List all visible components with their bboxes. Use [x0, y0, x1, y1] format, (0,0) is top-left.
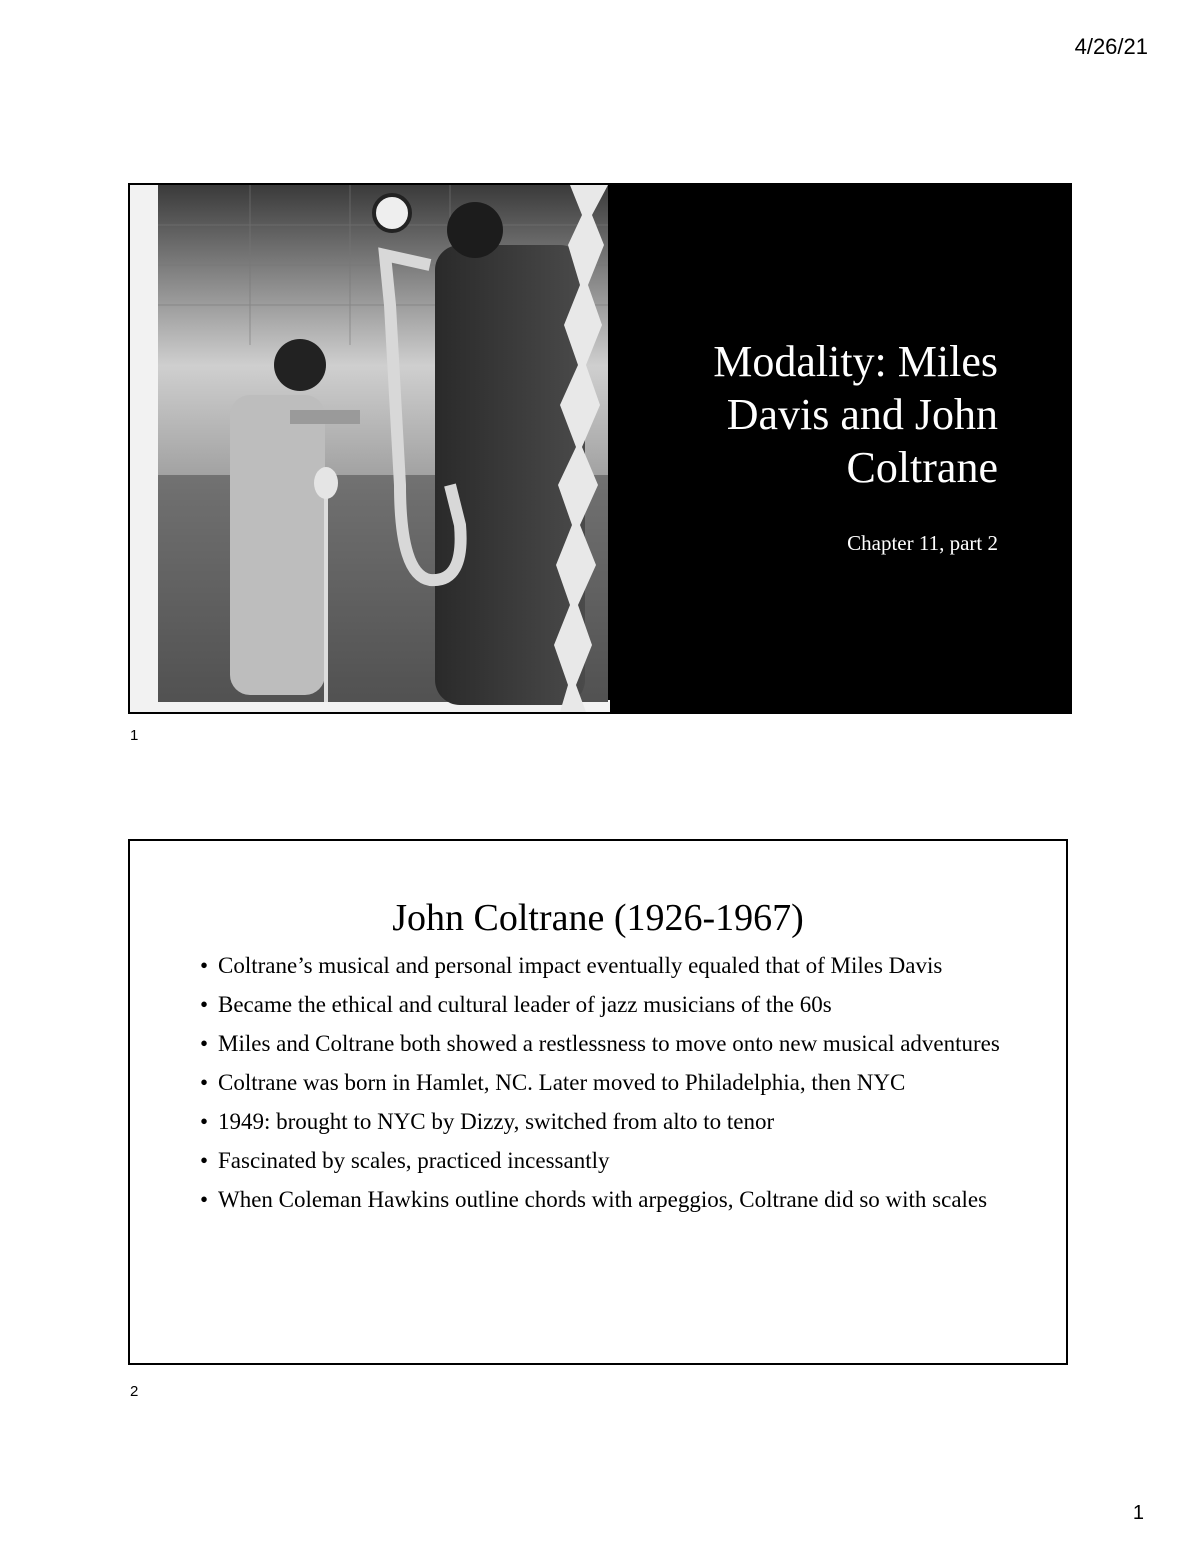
slide-2-number: 2 [130, 1383, 139, 1400]
bullet-item: • When Coleman Hawkins outline chords with arpeggios, Coltrane did so with scales [200, 1185, 1010, 1215]
page-number: 1 [1132, 1502, 1144, 1524]
bullet-item: • Coltrane was born in Hamlet, NC. Later moved to Philadelphia, then NYC [200, 1068, 1010, 1098]
slide-1-title-line: Davis and John [726, 390, 998, 439]
bullet-item: • Fascinated by scales, practiced incessantly [200, 1146, 1010, 1176]
slide-2-title: John Coltrane (1926-1967) [392, 897, 804, 939]
slide-1-subtitle: Chapter 11, part 2 [847, 531, 998, 555]
slide-2 [128, 839, 1068, 1365]
bullet-item: • 1949: brought to NYC by Dizzy, switched from alto to tenor [200, 1107, 1010, 1137]
slide-1-number: 1 [130, 727, 139, 744]
slide-2-bullet-list [200, 951, 1010, 1224]
slide-1-title-line: Coltrane [846, 443, 998, 492]
bullet-item: • Coltrane’s musical and personal impact eventually equaled that of Miles Davis [200, 951, 1010, 981]
slide-1-title-line: Modality: Miles [713, 337, 998, 386]
bullet-item: • Miles and Coltrane both showed a restlessness to move onto new musical adventures [200, 1029, 1010, 1059]
slide-1-title [578, 335, 998, 494]
slide-1 [128, 183, 1072, 714]
header-date: 4/26/21 [1074, 34, 1148, 59]
bullet-item: • Became the ethical and cultural leader of jazz musicians of the 60s [200, 990, 1010, 1020]
